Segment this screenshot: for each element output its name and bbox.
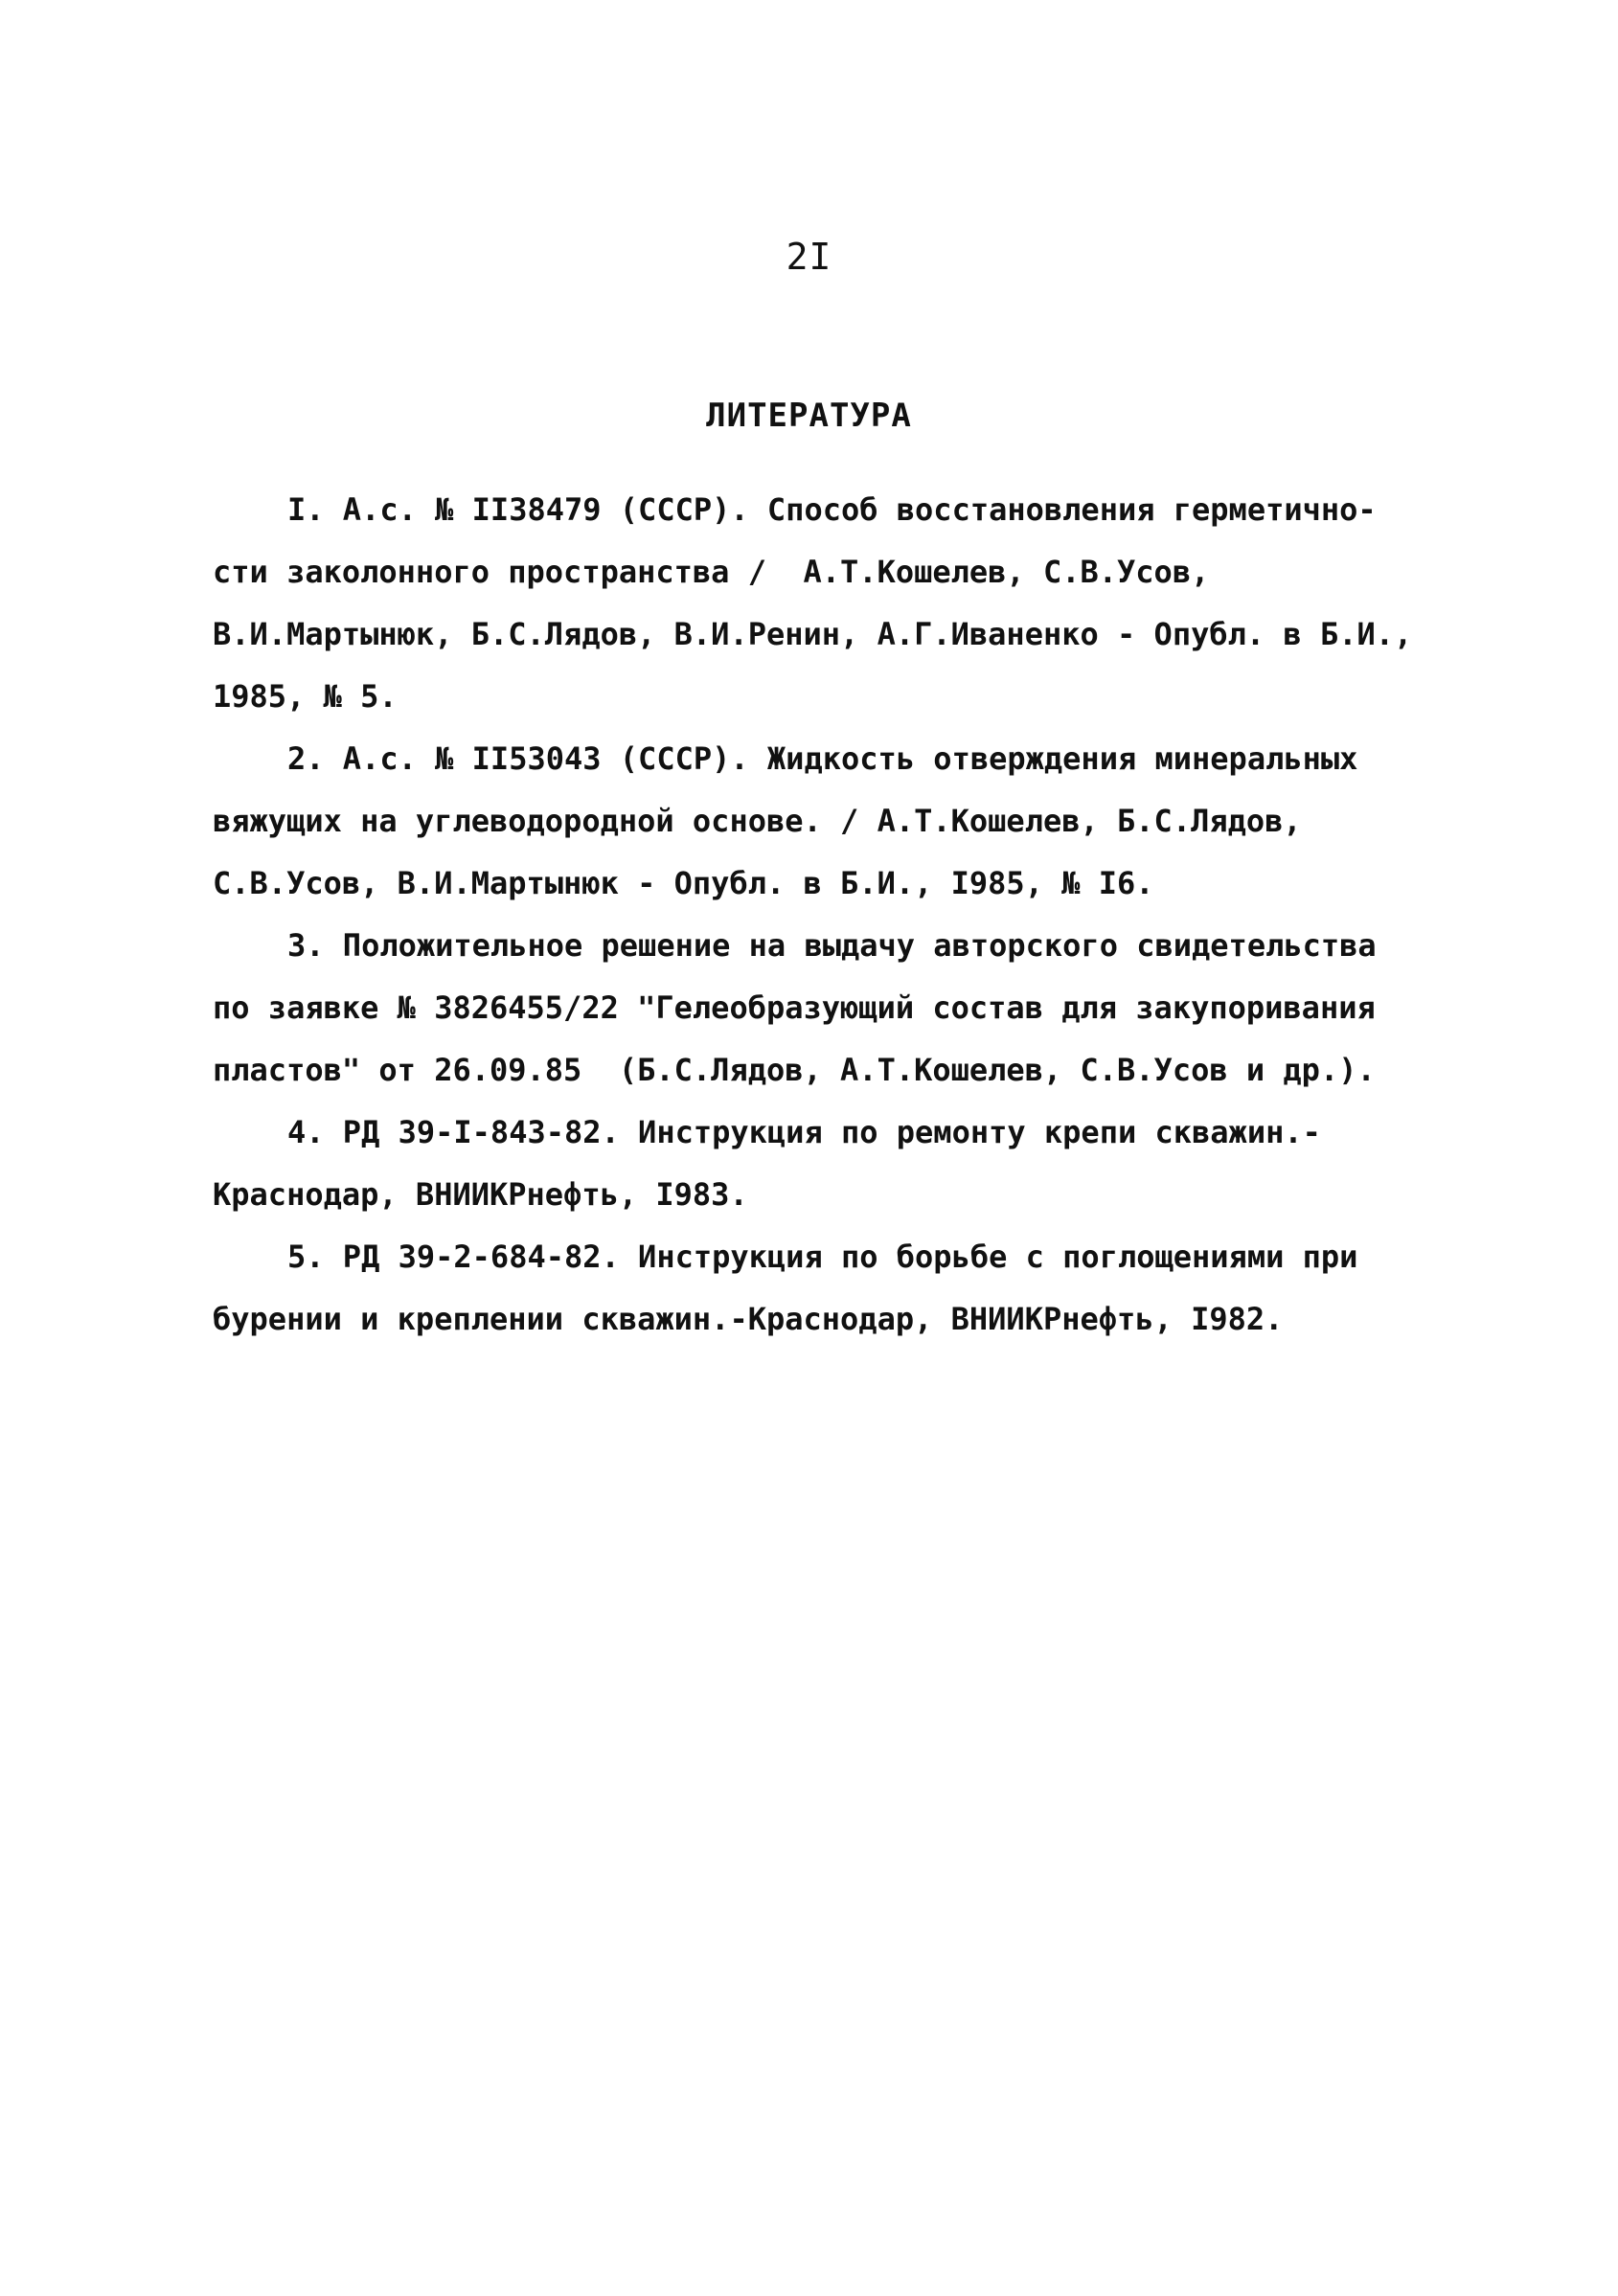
reference-item (213, 1102, 1410, 1226)
reference-line: пластов" от 26.09.85 (Б.С.Лядов, А.Т.Кошелев, С.В.Усов и др.). (213, 1052, 1376, 1088)
reference-line: 1985, № 5. (213, 678, 398, 715)
reference-item (213, 479, 1413, 728)
reference-line: сти заколонного пространства / А.Т.Кошелев, С.В.Усов, (213, 554, 1210, 590)
reference-line: В.И.Мартынюк, Б.С.Лядов, В.И.Ренин, А.Г.Иваненко - Опубл. в Б.И., (213, 616, 1413, 652)
reference-line: 4. РД 39-I-843-82. Инструкция по ремонту крепи скважин.- (287, 1114, 1321, 1150)
reference-line: I. А.с. № II38479 (СССР). Способ восстановления герметично- (287, 491, 1377, 528)
reference-list (213, 479, 1413, 1351)
section-heading: ЛИТЕРАТУРА (706, 397, 912, 435)
page-number: 2I (786, 236, 832, 278)
reference-item (213, 728, 1410, 915)
reference-line: 5. РД 39-2-684-82. Инструкция по борьбе с поглощениями при (287, 1239, 1358, 1275)
reference-item (213, 1226, 1410, 1351)
reference-line: бурении и креплении скважин.-Краснодар, ВНИИКРнефть, I982. (213, 1301, 1284, 1337)
reference-line: по заявке № 3826455/22 "Гелеобразующий состав для закупоривания (213, 989, 1376, 1026)
reference-item (213, 915, 1410, 1102)
reference-line: 3. Положительное решение на выдачу авторского свидетельства (287, 927, 1377, 964)
reference-line: 2. А.с. № II53043 (СССР). Жидкость отверждения минеральных (287, 740, 1358, 777)
reference-line: вяжущих на углеводородной основе. / А.Т.Кошелев, Б.С.Лядов, (213, 803, 1302, 839)
reference-line: С.В.Усов, В.И.Мартынюк - Опубл. в Б.И., I985, № I6. (213, 865, 1154, 901)
reference-line: Краснодар, ВНИИКРнефть, I983. (213, 1176, 748, 1213)
